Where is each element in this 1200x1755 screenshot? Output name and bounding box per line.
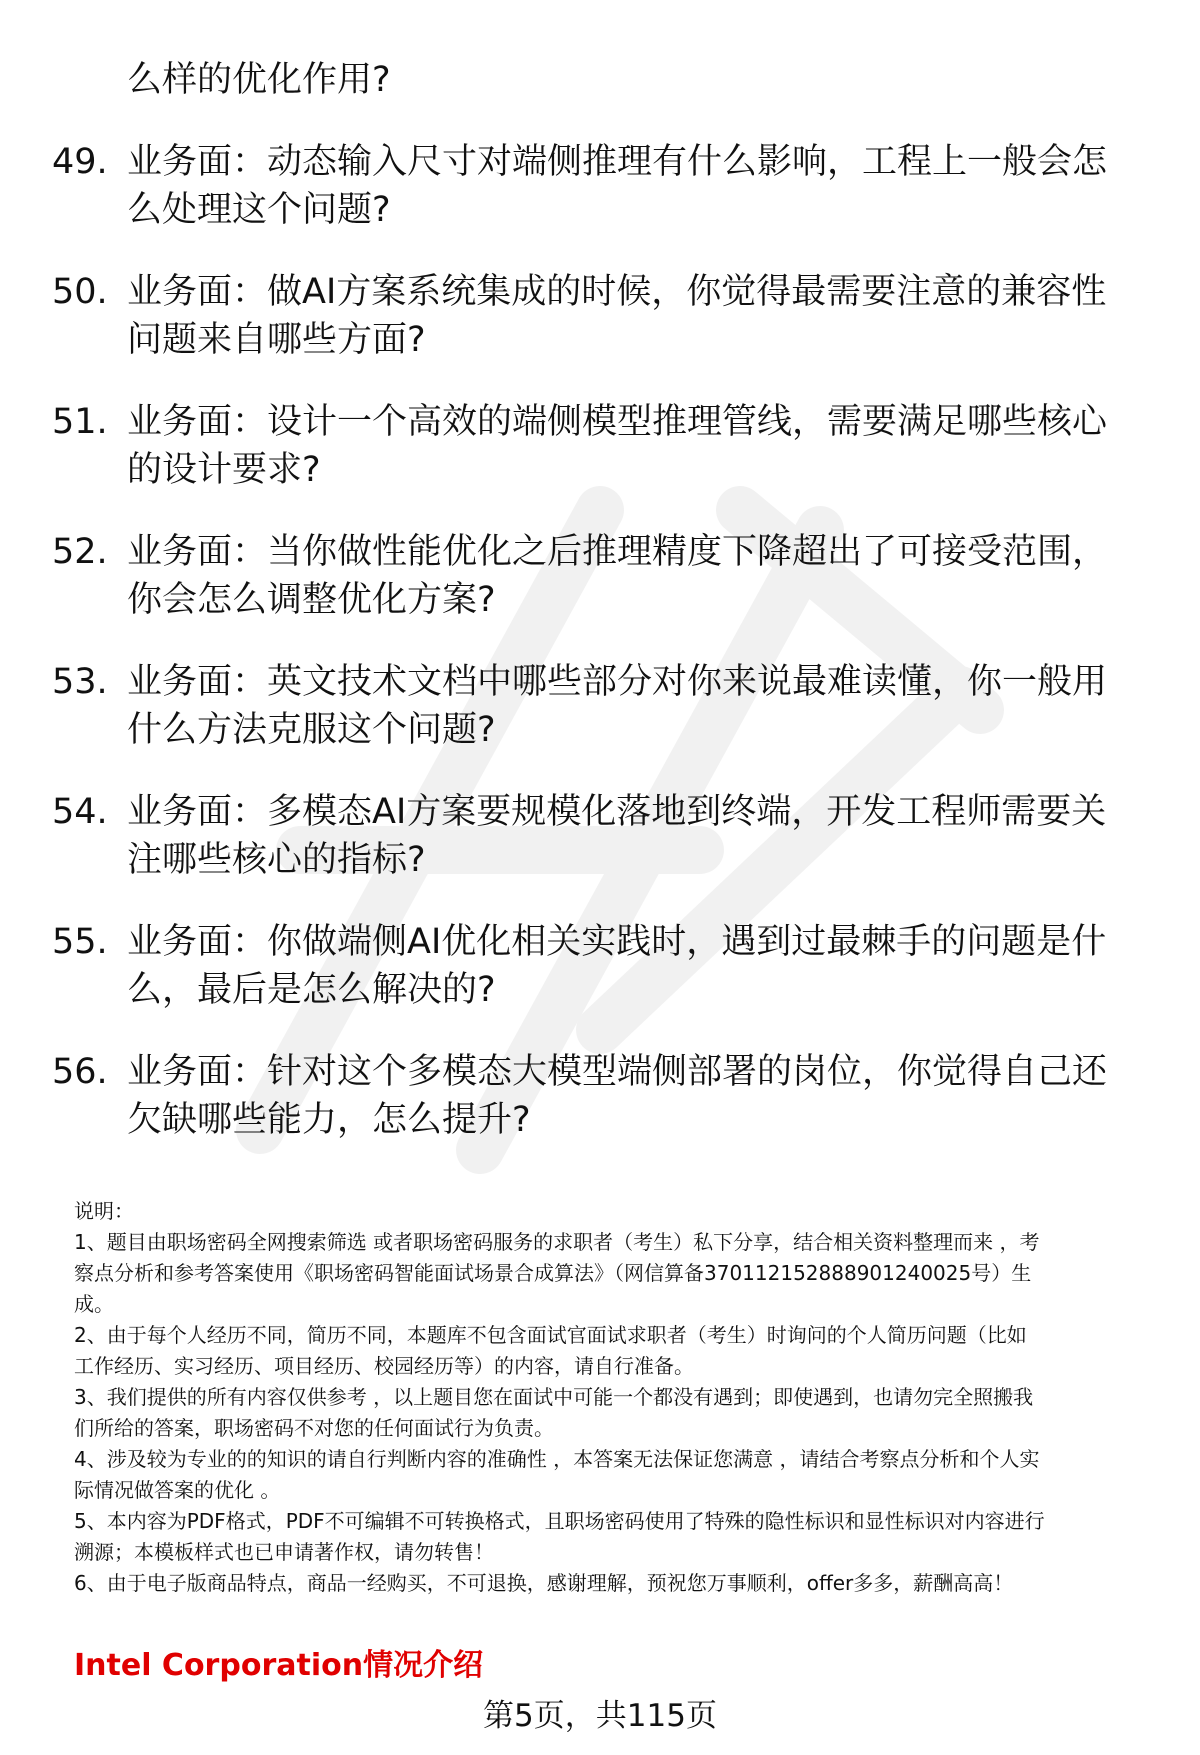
question-item [52, 138, 1152, 234]
question-text-line: 业务面：动态输入尺寸对端侧推理有什么影响，工程上一般会怎 [127, 142, 1108, 182]
question-text-line: 什么方法克服这个问题? [127, 710, 496, 750]
question-text [127, 918, 1147, 1014]
question-items [52, 138, 1152, 1144]
question-text-line: 你会怎么调整优化方案? [127, 580, 496, 620]
question-item [52, 528, 1152, 624]
question-item [52, 918, 1152, 1014]
notes-section [74, 1196, 1164, 1599]
notes-line: 成。 [74, 1292, 114, 1316]
notes-line: 工作经历、实习经历、项目经历、校园经历等）的内容，请自行准备。 [74, 1354, 694, 1378]
question-text [127, 138, 1147, 234]
notes-line: 3、我们提供的所有内容仅供参考 ，以上题目您在面试中可能一个都没有遇到；即使遇到，也请勿完全照搬我 [74, 1385, 1034, 1409]
question-item [52, 658, 1152, 754]
question-text-line: 的设计要求? [127, 450, 321, 490]
question-text-line: 欠缺哪些能力，怎么提升? [127, 1100, 531, 1140]
question-text [127, 658, 1147, 754]
question-number: 52. [52, 532, 108, 572]
question-text-line: 业务面：设计一个高效的端侧模型推理管线，需要满足哪些核心 [127, 402, 1108, 442]
question-text-line: 么，最后是怎么解决的? [127, 970, 496, 1010]
notes-line: 4、涉及较为专业的的知识的请自行判断内容的准确性 ，本答案无法保证您满意 ，请结合考察点分析和个人实 [74, 1447, 1040, 1471]
question-text-line: 业务面：你做端侧AI优化相关实践时，遇到过最棘手的问题是什 [127, 922, 1107, 962]
question-number: 50. [52, 272, 108, 312]
question-item [52, 1048, 1152, 1144]
notes-line: 察点分析和参考答案使用《职场密码智能面试场景合成算法》（网信算备370112152888901240025号）生 [74, 1261, 1032, 1285]
question-text-line: 业务面：英文技术文档中哪些部分对你来说最难读懂，你一般用 [127, 662, 1108, 702]
question-text [127, 788, 1147, 884]
notes-title: 说明： [74, 1199, 134, 1223]
question-item [52, 268, 1152, 364]
notes-line: 溯源；本模板样式也已申请著作权，请勿转售！ [74, 1540, 494, 1564]
question-text-line: 业务面：多模态AI方案要规模化落地到终端，开发工程师需要关 [127, 792, 1107, 832]
question-number: 53. [52, 662, 108, 702]
question-text [127, 268, 1147, 364]
question-text [127, 1048, 1147, 1144]
question-item [52, 788, 1152, 884]
question-text [127, 528, 1147, 624]
notes-line: 2、由于每个人经历不同，简历不同，本题库不包含面试官面试求职者（考生）时询问的个人简历问题（比如 [74, 1323, 1027, 1347]
question-number: 54. [52, 792, 108, 832]
question-list [52, 56, 1152, 1178]
question-text-line: 么处理这个问题? [127, 190, 391, 230]
question-text [127, 398, 1147, 494]
section-heading: Intel Corporation情况介绍 [74, 1648, 484, 1683]
notes-line: 6、由于电子版商品特点，商品一经购买，不可退换，感谢理解，预祝您万事顺利，offer多多，薪酬高高！ [74, 1571, 1014, 1595]
question-text-line: 问题来自哪些方面? [127, 320, 426, 360]
question-text-line: 业务面：做AI方案系统集成的时候，你觉得最需要注意的兼容性 [127, 272, 1107, 312]
notes-line: 5、本内容为PDF格式，PDF不可编辑不可转换格式，且职场密码使用了特殊的隐性标识和显性标识对内容进行 [74, 1509, 1045, 1533]
question-text-line: 业务面：当你做性能优化之后推理精度下降超出了可接受范围， [127, 532, 1108, 572]
notes-line: 们所给的答案，职场密码不对您的任何面试行为负责。 [74, 1416, 554, 1440]
notes-line: 1、题目由职场密码全网搜索筛选 或者职场密码服务的求职者（考生）私下分享，结合相关资料整理而来 ，考 [74, 1230, 1040, 1254]
notes-line: 际情况做答案的优化 。 [74, 1478, 281, 1502]
question-text-line: 业务面：针对这个多模态大模型端侧部署的岗位，你觉得自己还 [127, 1052, 1108, 1092]
question-continued-text: 么样的优化作用? [127, 60, 391, 100]
question-number: 49. [52, 142, 108, 182]
question-number: 56. [52, 1052, 108, 1092]
page-number-footer: 第5页，共115页 [483, 1698, 717, 1734]
question-text-line: 注哪些核心的指标? [127, 840, 426, 880]
question-number: 55. [52, 922, 108, 962]
notes-body [74, 1227, 1164, 1599]
question-number: 51. [52, 402, 108, 442]
question-item [52, 398, 1152, 494]
